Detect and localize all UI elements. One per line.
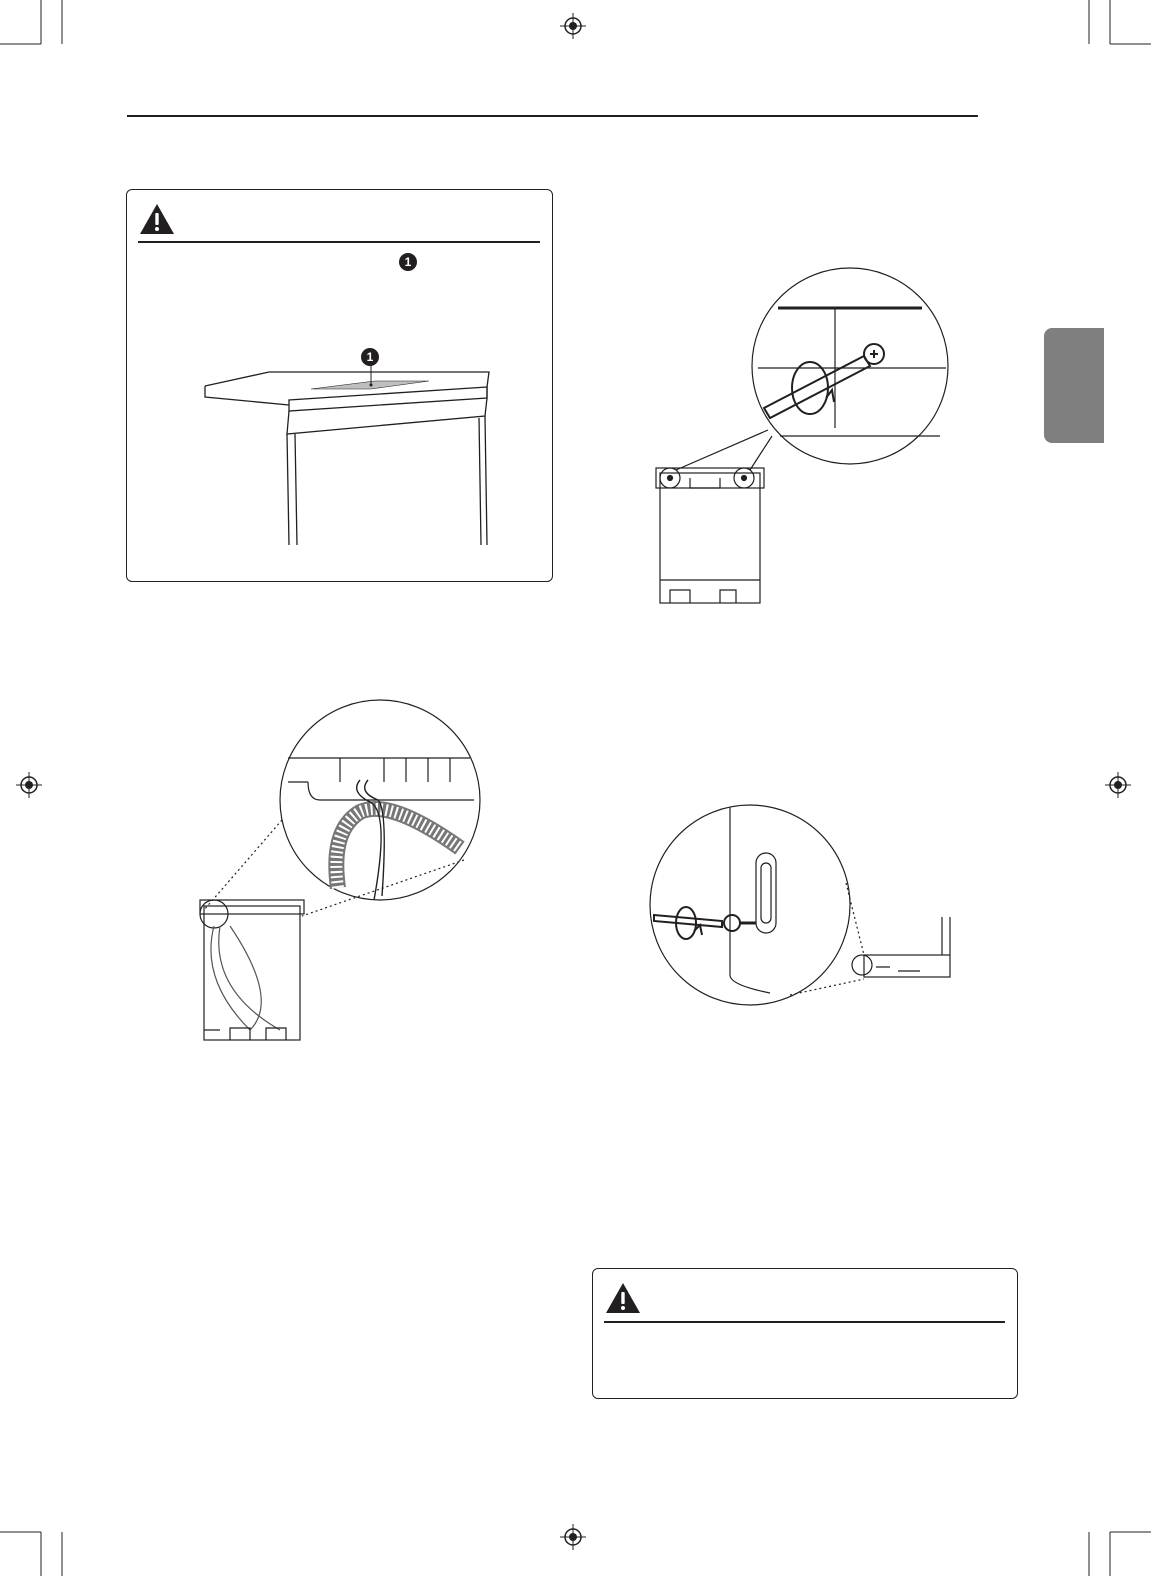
registration-mark-icon: [16, 772, 42, 798]
countertop-figure: [127, 190, 554, 583]
header-rule: [127, 115, 978, 117]
registration-mark-icon: [560, 1524, 586, 1550]
warning-triangle-icon: [605, 1282, 641, 1314]
side-screw-figure: [650, 805, 970, 1005]
bracket-screw-figure: [640, 268, 960, 613]
registration-mark-icon: [560, 13, 586, 39]
warning-box-bottom: [592, 1268, 1018, 1399]
hose-routing-figure: [190, 700, 490, 1045]
section-tab: [1044, 328, 1104, 443]
callout-badge: 1: [399, 253, 417, 271]
registration-mark-icon: [1105, 772, 1131, 798]
warning-rule: [604, 1321, 1005, 1323]
warning-box-top: [126, 189, 553, 582]
figure-callout-badge: 1: [361, 348, 379, 366]
